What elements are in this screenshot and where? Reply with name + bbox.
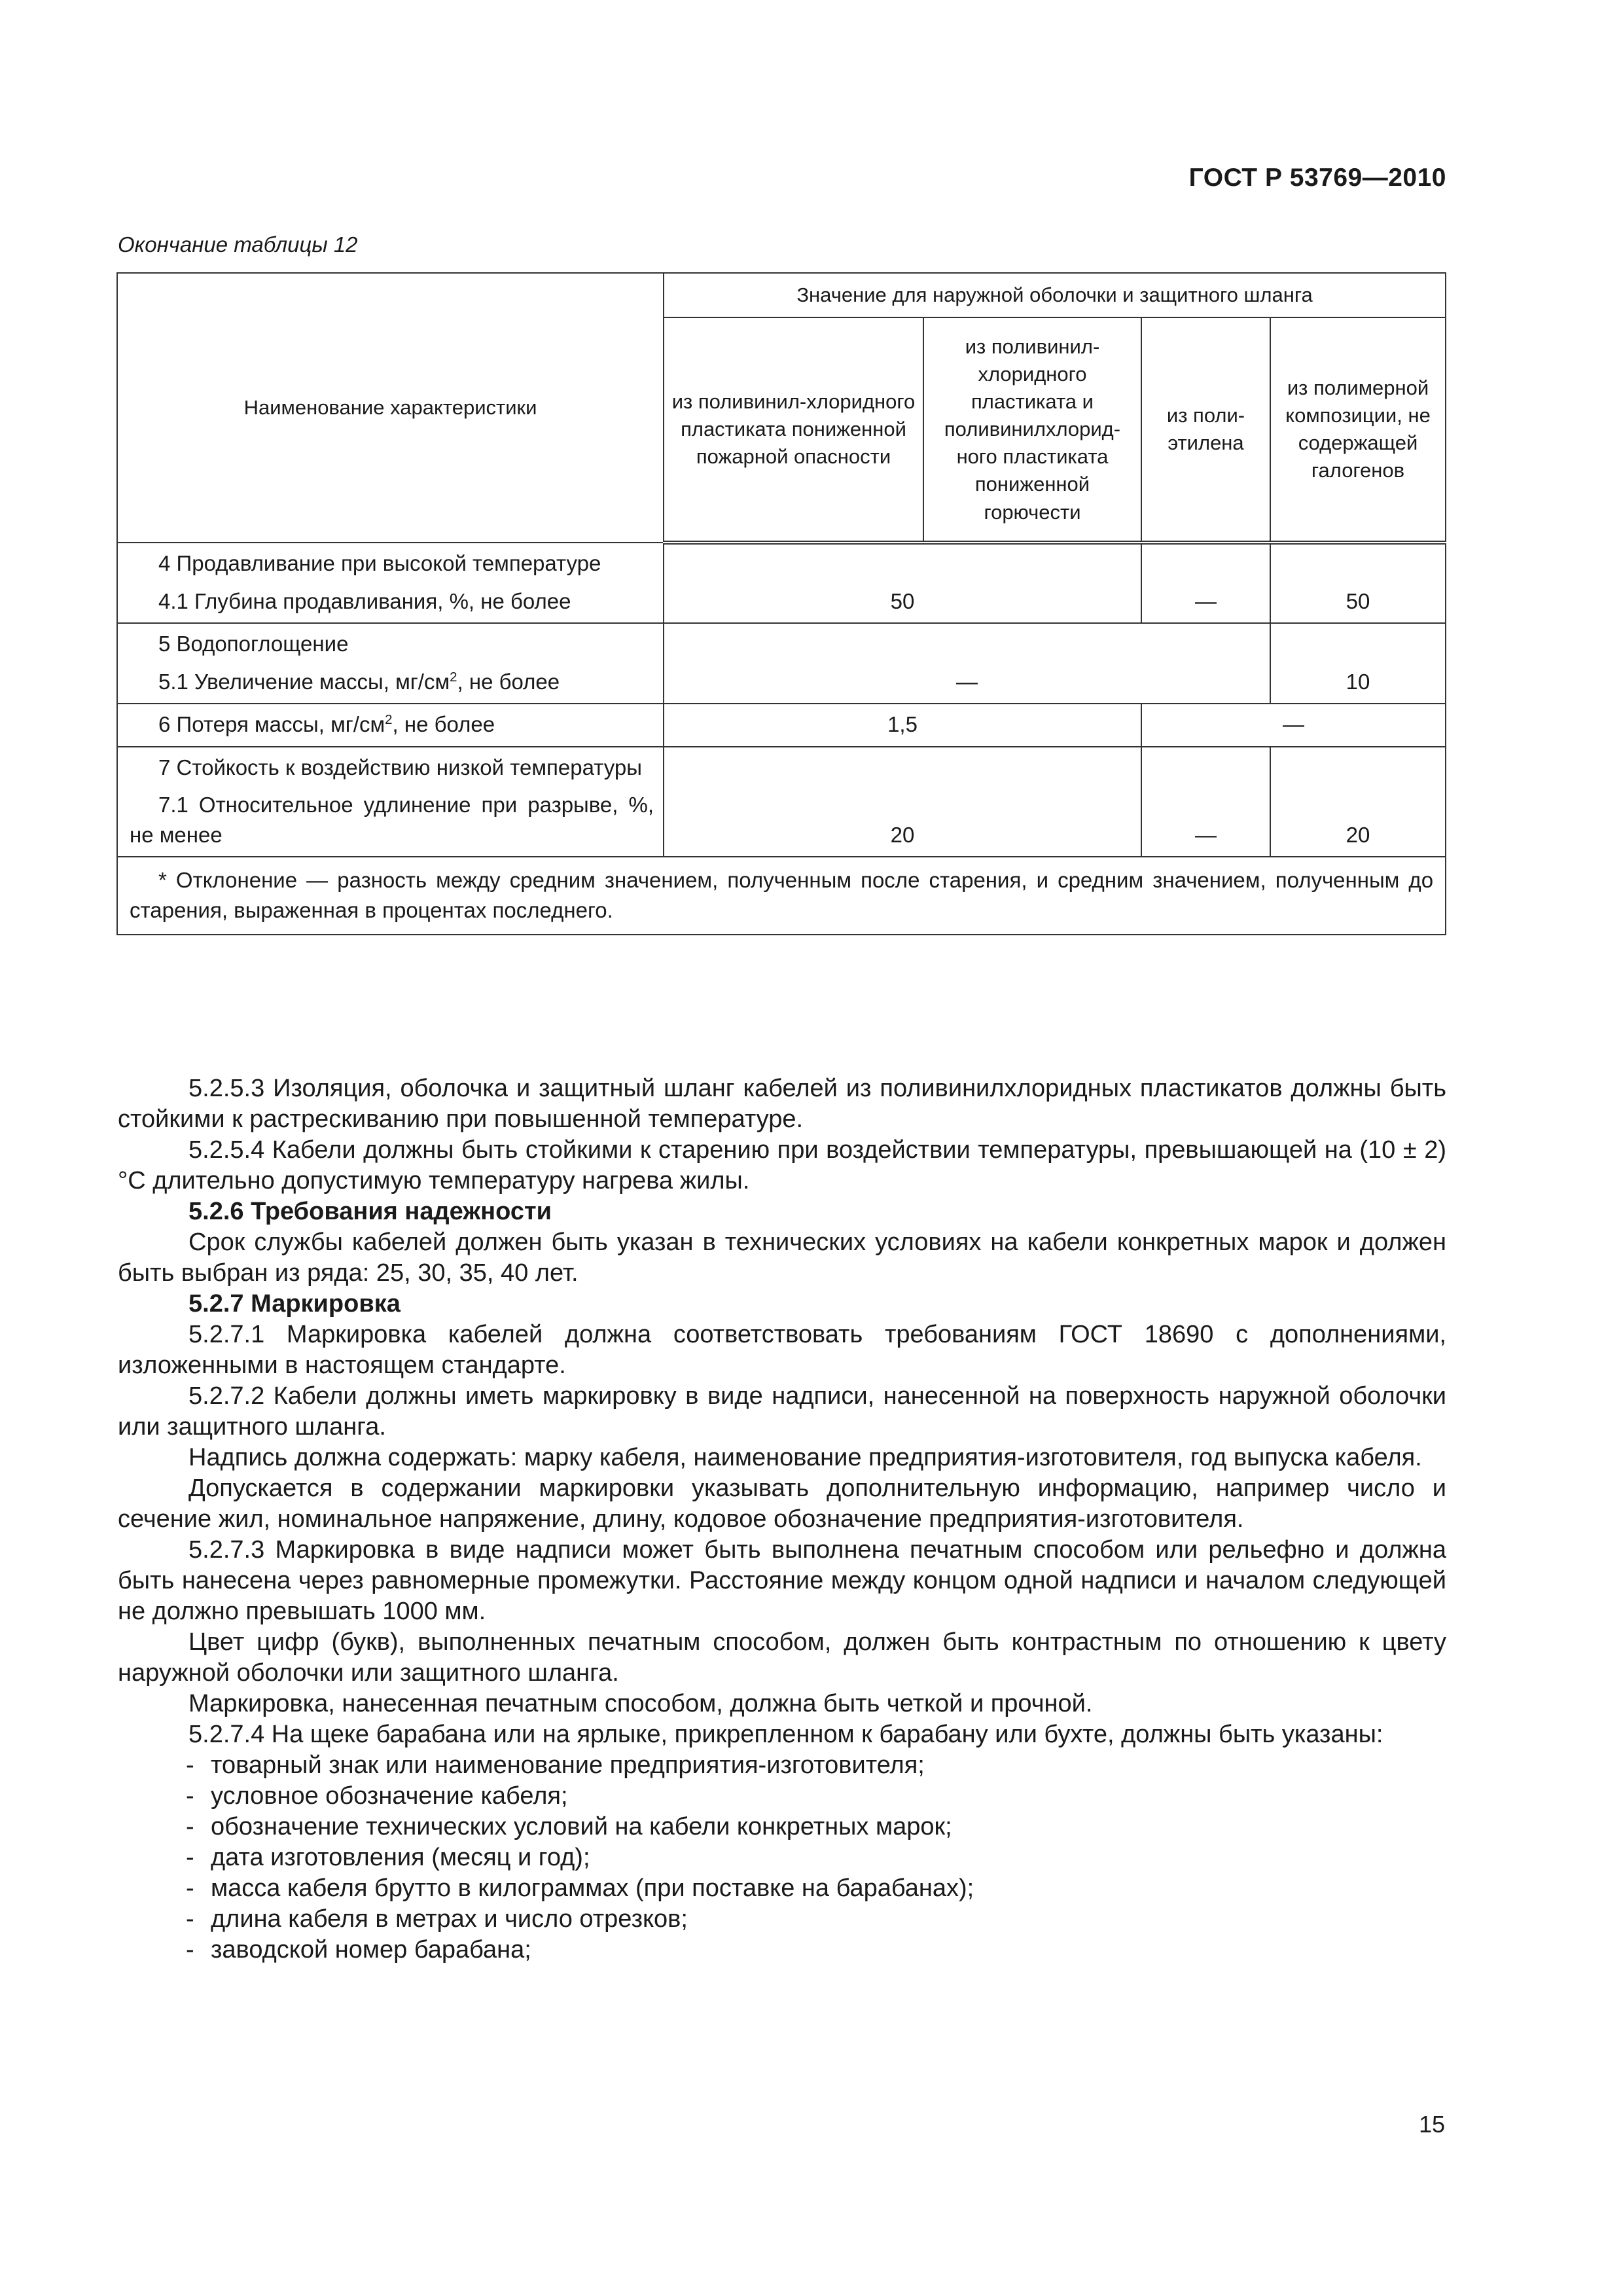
list-item: - длина кабеля в метрах и число отрезков; (118, 1904, 1446, 1935)
list-marker: - (186, 1936, 194, 1964)
list-marker: - (186, 1874, 194, 1902)
list-marker: - (186, 1844, 194, 1871)
row-label (117, 704, 664, 747)
row-label-sub: 4.1 Глубина продавливания, %, не более (158, 588, 571, 613)
row-label-main: 4 Продавливание при высокой температуре (158, 551, 601, 576)
document-code: ГОСТ Р 53769—2010 (1188, 164, 1446, 192)
list-item: - заводской номер барабана; (118, 1935, 1446, 1965)
list-marker: - (186, 1905, 194, 1933)
value-cell: 50 (1270, 543, 1446, 623)
paragraph-5-2-7-3: 5.2.7.3 Маркировка в виде надписи может быть выполнена печатным способом или рельефно и должна быть нанесена через равномерные промежутки. Расстояние между концом одной надписи и началом следующей не должно превышать 1000 мм. (118, 1536, 1446, 1625)
row-label-main: 7 Стойкость к воздействию низкой температуры (158, 755, 642, 780)
table-row (117, 623, 1446, 704)
value-cell: — (1141, 747, 1270, 857)
table-row (117, 543, 1446, 623)
list-marker: - (186, 1782, 194, 1810)
row-label (117, 623, 664, 704)
column-header-pvc-flame: из поливинил-хлоридного пластиката и поливинилхлорид-ного пластиката пониженной горючести (923, 317, 1141, 543)
column-header-pe: из поли-этилена (1141, 317, 1270, 543)
table-header-row (117, 273, 1446, 317)
list-item: - обозначение технических условий на кабели конкретных марок; (118, 1812, 1446, 1842)
value-cell: — (664, 623, 1270, 704)
row-label-main: 5 Водопоглощение (158, 632, 349, 656)
row-label-sub: 5.1 Увеличение массы, $мг/см^2$, не более (158, 669, 560, 694)
list-marker: - (186, 1813, 194, 1840)
row-label-main: 6 Потеря массы, $мг/см^2$, не более (158, 712, 495, 737)
column-group-header: Значение для наружной оболочки и защитного шланга (664, 273, 1446, 317)
value-cell: 50 (664, 543, 1141, 623)
paragraph-5-2-7-2: 5.2.7.2 Кабели должны иметь маркировку в виде надписи, нанесенной на поверхность наружной оболочки или защитного шланга. (118, 1382, 1446, 1441)
page-number: 15 (1418, 2111, 1445, 2138)
column-header-pvc-fire: из поливинил-хлоридного пластиката пониженной пожарной опасности (664, 317, 923, 543)
list-item: - товарный знак или наименование предприятия-изготовителя; (118, 1750, 1446, 1781)
column-header-name: Наименование характеристики (117, 273, 664, 543)
paragraph-contrast: Цвет цифр (букв), выполненных печатным способом, должен быть контрастным по отношению к цвету наружной оболочки или защитного шланга. (118, 1628, 1446, 1687)
spec-table (116, 272, 1446, 935)
paragraph-5-2-7-4: 5.2.7.4 На щеке барабана или на ярлыке, прикрепленном к барабану или бухте, должны быть указаны: (188, 1721, 1383, 1748)
paragraph-5-2-5-3: 5.2.5.3 Изоляция, оболочка и защитный шланг кабелей из поливинилхлоридных пластикатов должны быть стойкими к растрескиванию при повышенной температуре. (118, 1075, 1446, 1133)
paragraph-service-life: Срок службы кабелей должен быть указан в технических условиях на кабели конкретных марок и должен быть выбран из ряда: 25, 30, 35, 40 лет. (118, 1229, 1446, 1287)
value-cell: 20 (664, 747, 1141, 857)
section-heading-marking: 5.2.7 Маркировка (188, 1290, 401, 1318)
list-item: - масса кабеля брутто в килограммах (при поставке на барабанах); (118, 1873, 1446, 1904)
paragraph-additional-info: Допускается в содержании маркировки указывать дополнительную информацию, например число и сечение жил, номинальное напряжение, длину, кодовое обозначение предприятия-изготовителя. (118, 1475, 1446, 1533)
table-footnote: * Отклонение — разность между средним значением, полученным после старения, и средним значением, полученным до старения, выраженная в процентах последнего. (117, 857, 1446, 935)
body-text (118, 1073, 1446, 1965)
table-caption: Окончание таблицы 12 (118, 232, 358, 257)
column-header-halogen-free: из полимерной композиции, не содержащей галогенов (1270, 317, 1446, 543)
section-heading-reliability: 5.2.6 Требования надежности (188, 1198, 552, 1225)
table-row (117, 704, 1446, 747)
list-marker: - (186, 1751, 194, 1779)
list-item: - условное обозначение кабеля; (118, 1781, 1446, 1812)
paragraph-5-2-5-4: 5.2.5.4 Кабели должны быть стойкими к старению при воздействии температуры, превышающей на (10 ± 2) °С длительно допустимую температуру нагрева жилы. (118, 1136, 1446, 1194)
drum-label-list (118, 1750, 1446, 1965)
row-label-sub: 7.1 Относительное удлинение при разрыве, %, не менее (130, 793, 654, 847)
paragraph-durability: Маркировка, нанесенная печатным способом, должна быть четкой и прочной. (188, 1690, 1093, 1717)
value-cell: 20 (1270, 747, 1446, 857)
list-item: - дата изготовления (месяц и год); (118, 1842, 1446, 1873)
table-row (117, 747, 1446, 857)
value-cell: 10 (1270, 623, 1446, 704)
value-cell: — (1141, 704, 1446, 747)
row-label (117, 747, 664, 857)
paragraph-inscription-content: Надпись должна содержать: марку кабеля, наименование предприятия-изготовителя, год выпуска кабеля. (188, 1444, 1422, 1471)
value-cell: 1,5 (664, 704, 1141, 747)
row-label (117, 543, 664, 623)
value-cell: — (1141, 543, 1270, 623)
table-note-row (117, 857, 1446, 935)
paragraph-5-2-7-1: 5.2.7.1 Маркировка кабелей должна соответствовать требованиям ГОСТ 18690 с дополнениями, изложенными в настоящем стандарте. (118, 1321, 1446, 1379)
